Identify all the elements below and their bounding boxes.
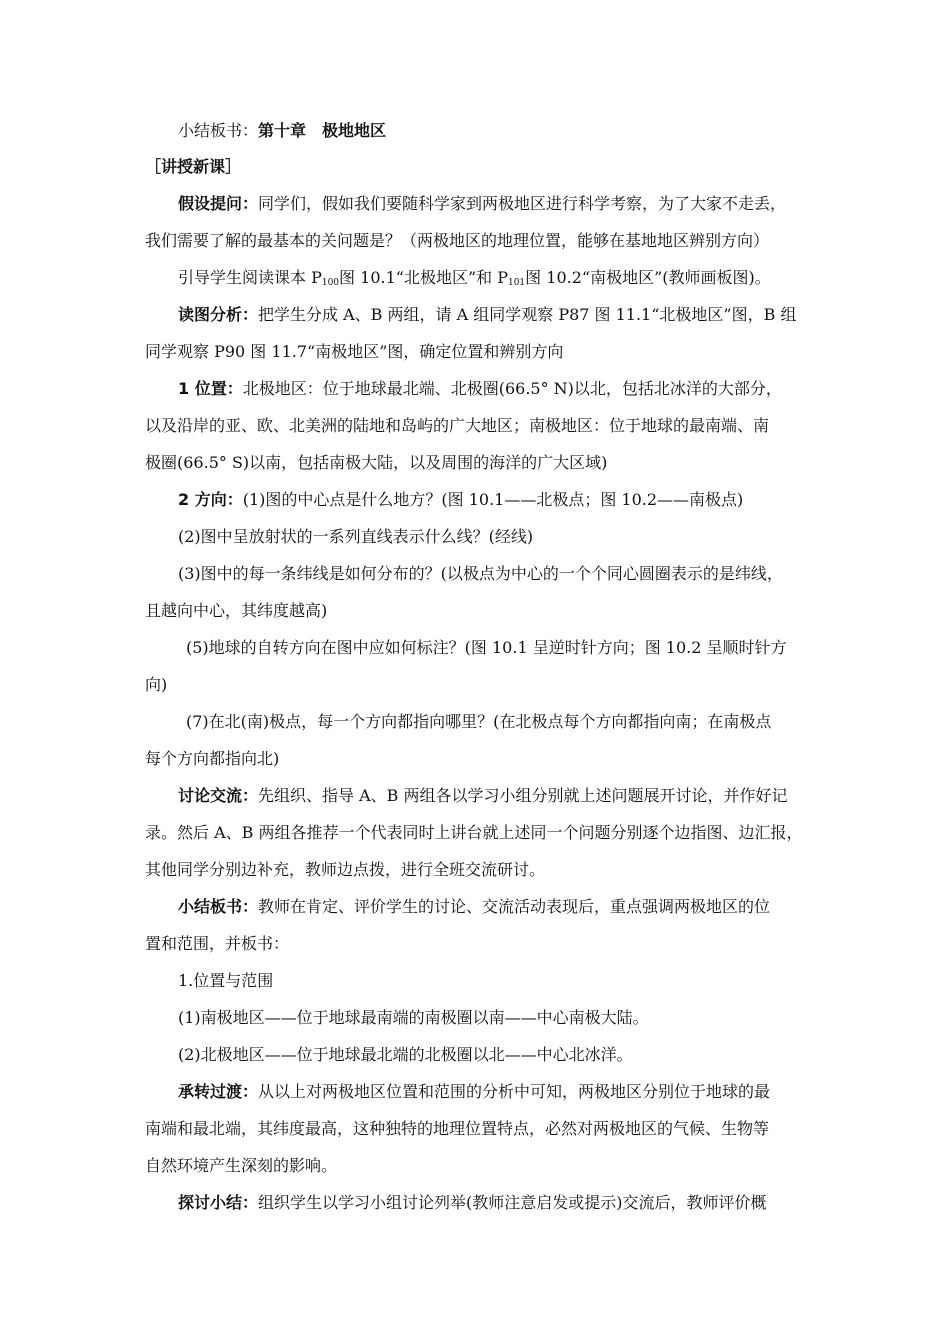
summary2-item-1: (1)南极地区——位于地球最南端的南极圈以南——中心南极大陆。 xyxy=(178,1008,649,1027)
guide-text-3: 图 10.2“南极地区”(教师画板图)。 xyxy=(525,268,771,287)
transition-line-3: 自然环境产生深刻的影响。 xyxy=(145,1156,338,1175)
guide-text-2: 图 10.1“北极地区”和 P xyxy=(339,268,508,287)
summary-top-label: 小结板书： xyxy=(178,121,259,140)
direction-q5-line-2: 向) xyxy=(145,675,168,694)
position-line-1 xyxy=(178,379,782,399)
chapter-title: 第十章 极地地区 xyxy=(258,121,387,140)
read-map-text-1: 把学生分成 A、B 两组，请 A 组同学观察 P87 图 11.1“北极地区”图，B 组 xyxy=(258,305,797,324)
read-map-label: 读图分析： xyxy=(178,305,259,324)
discussion-line-1 xyxy=(178,786,788,806)
summary-top-line xyxy=(178,121,386,141)
position-label: 1 位置： xyxy=(178,379,243,398)
summary2-label: 小结板书： xyxy=(178,897,259,916)
transition-line-2: 南端和最北端，其纬度最高，这种独特的地理位置特点，必然对两极地区的气候、生物等 xyxy=(145,1119,770,1138)
hypo-line-1 xyxy=(178,194,786,214)
direction-q7-line-2: 每个方向都指向北) xyxy=(145,749,280,768)
explore-text-1: 组织学生以学习小组讨论列举(教师注意启发或提示)交流后，教师评价概 xyxy=(258,1193,767,1212)
direction-q3-line-1: (3)图中的每一条纬线是如何分布的？(以极点为中心的一个个同心圆圈表示的是纬线， xyxy=(178,564,783,583)
direction-line-1 xyxy=(178,490,743,510)
direction-q7-line-1: (7)在北(南)极点，每一个方向都指向哪里？(在北极点每个方向都指向南；在南极点 xyxy=(186,712,772,731)
transition-text-1: 从以上对两极地区位置和范围的分析中可知，两极地区分别位于地球的最 xyxy=(258,1082,771,1101)
explore-label: 探讨小结： xyxy=(178,1193,259,1212)
hypo-line-2: 我们需要了解的最基本的关问题是？（两极地区的地理位置，能够在基地地区辨别方向） xyxy=(145,231,770,250)
discussion-line-3: 其他同学分别边补充，教师边点拨，进行全班交流研讨。 xyxy=(145,860,546,879)
position-text-1: 北极地区：位于地球最北端、北极圈(66.5° N)以北，包括北冰洋的大部分， xyxy=(242,379,782,398)
summary2-line-2: 置和范围，并板书： xyxy=(145,934,290,953)
direction-label: 2 方向： xyxy=(178,490,243,509)
transition-label: 承转过渡： xyxy=(178,1082,259,1101)
direction-q5-line-1: (5)地球的自转方向在图中应如何标注？(图 10.1 呈逆时针方向；图 10.2 呈顺时针方 xyxy=(186,638,787,657)
discussion-text-1: 先组织、指导 A、B 两组各以学习小组分别就上述问题展开讨论，并作好记 xyxy=(258,786,788,805)
direction-q3-line-2: 且越向中心，其纬度越高) xyxy=(145,601,328,620)
guide-text-1: 引导学生阅读课本 P xyxy=(178,268,322,287)
read-map-line-1 xyxy=(178,305,796,325)
explore-line-1 xyxy=(178,1193,767,1213)
summary2-text-1: 教师在肯定、评价学生的讨论、交流活动表现后，重点强调两极地区的位 xyxy=(258,897,771,916)
guide-line xyxy=(178,268,771,293)
discussion-label: 讨论交流： xyxy=(178,786,259,805)
section-heading: ［讲授新课］ xyxy=(145,157,242,176)
guide-page-100: 100 xyxy=(321,278,340,288)
summary2-item-title: 1.位置与范围 xyxy=(178,971,274,990)
summary2-line-1 xyxy=(178,897,770,917)
direction-q1: (1)图的中心点是什么地方？(图 10.1——北极点；图 10.2——南极点) xyxy=(242,490,744,509)
position-line-3: 极圈(66.5° S)以南，包括南极大陆，以及周围的海洋的广大区域) xyxy=(145,453,608,472)
guide-page-101: 101 xyxy=(507,278,526,288)
hypo-label: 假设提问： xyxy=(178,194,259,213)
position-line-2: 以及沿岸的亚、欧、北美洲的陆地和岛屿的广大地区；南极地区：位于地球的最南端、南 xyxy=(145,416,770,435)
hypo-text-1: 同学们，假如我们要随科学家到两极地区进行科学考察，为了大家不走丢， xyxy=(258,194,787,213)
transition-line-1 xyxy=(178,1082,770,1102)
read-map-line-2: 同学观察 P90 图 11.7“南极地区”图，确定位置和辨别方向 xyxy=(145,342,564,361)
summary2-item-2: (2)北极地区——位于地球最北端的北极圈以北——中心北冰洋。 xyxy=(178,1045,633,1064)
direction-q2: (2)图中呈放射状的一系列直线表示什么线？(经线) xyxy=(178,527,534,546)
discussion-line-2: 录。然后 A、B 两组各推荐一个代表同时上讲台就上述同一个问题分别逐个边指图、边汇报， xyxy=(145,823,803,842)
